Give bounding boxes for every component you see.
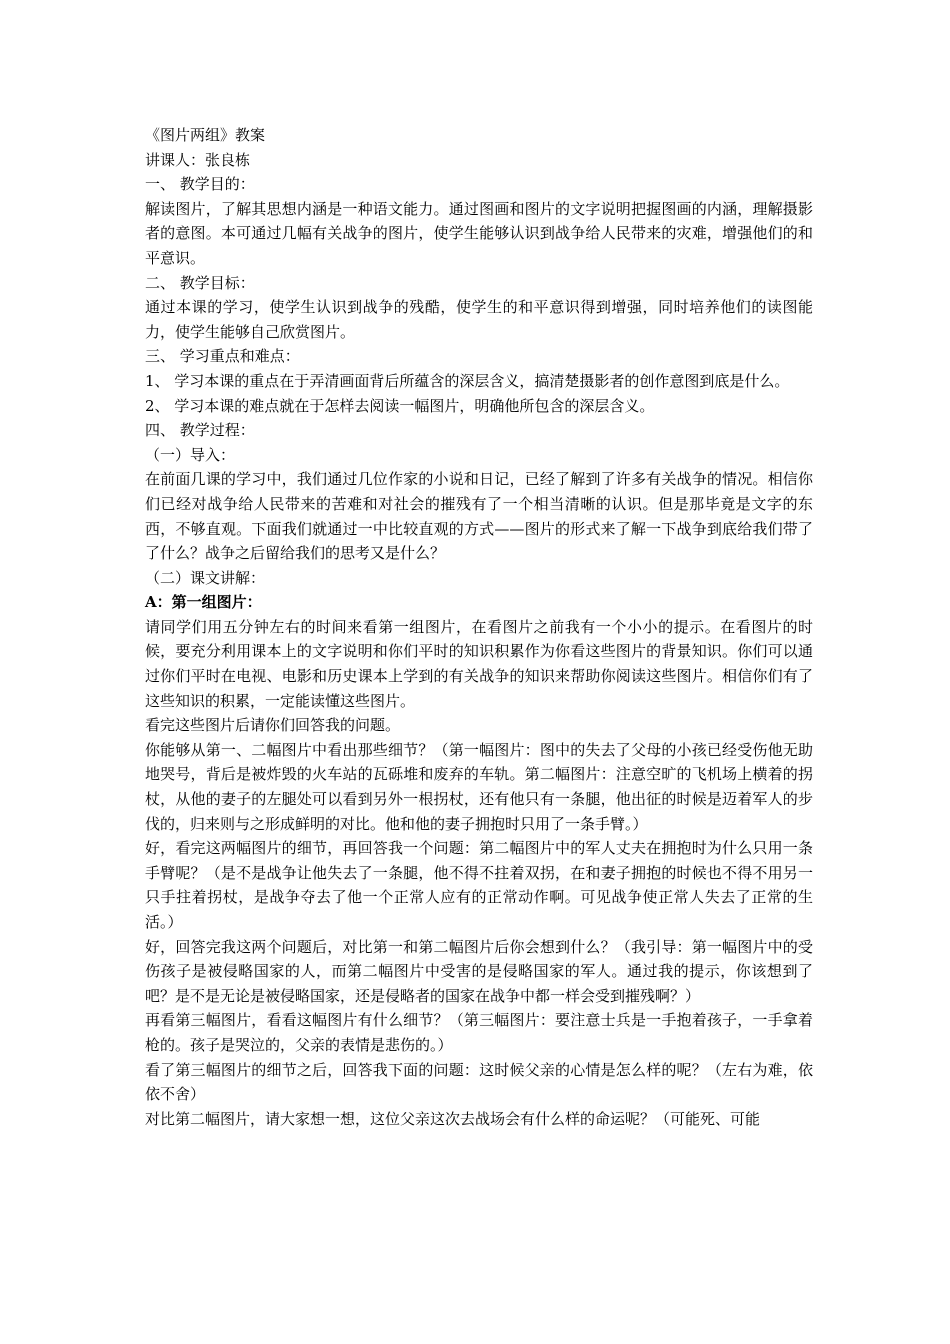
paragraph: 请同学们用五分钟左右的时间来看第一组图片，在看图片之前我有一个小小的提示。在看图片的时候，要充分利用课本上的文字说明和你们平时的知识积累作为你看这些图片的背景知识。你们可以通过你们平时在电视、电影和历史课本上学到的有关战争的知识来帮助你阅读这些图片。相信你们有了这些知识的积累，一定能读懂这些图片。 bbox=[145, 617, 813, 710]
subsection-heading: （二）课文讲解： bbox=[145, 568, 266, 587]
paragraph: 通过本课的学习，使学生认识到战争的残酷，使学生的和平意识得到增强，同时培养他们的读图能力，使学生能够自己欣赏图片。 bbox=[145, 298, 813, 341]
document-title: 《图片两组》教案 bbox=[145, 126, 266, 144]
paragraph: 2、 学习本课的难点就在于怎样去阅读一幅图片，明确他所包含的深层含义。 bbox=[145, 396, 655, 415]
subsection-heading: （一）导入： bbox=[145, 445, 236, 464]
lecturer-line: 讲课人：张良栋 bbox=[145, 150, 251, 169]
section-heading: 四、 教学过程： bbox=[145, 421, 255, 440]
paragraph: 好，回答完我这两个问题后，对比第一和第二幅图片后你会想到什么？（我引导：第一幅图片中的受伤孩子是被侵略国家的人，而第二幅图片中受害的是侵略国家的军人。通过我的提示，你该想到了吧？是不是无论是被侵略国家，还是侵略者的国家在战争中都一样会受到摧残啊？） bbox=[145, 937, 813, 1005]
paragraph: 看了第三幅图片的细节之后，回答我下面的问题：这时候父亲的心情是怎么样的呢？（左右为难，依依不舍） bbox=[145, 1060, 813, 1104]
paragraph: 你能够从第一、二幅图片中看出那些细节？（第一幅图片：图中的失去了父母的小孩已经受伤他无助地哭号，背后是被炸毁的火车站的瓦砾堆和废弃的车轨。第二幅图片：注意空旷的飞机场上横着的拐杖，从他的妻子的左腿处可以看到另外一根拐杖，还有他只有一条腿，他出征的时候是迈着军人的步伐的，归来则与之形成鲜明的对比。他和他的妻子拥抱时只用了一条手臂。） bbox=[145, 740, 813, 833]
section-heading: 三、 学习重点和难点： bbox=[145, 347, 300, 366]
paragraph: 对比第二幅图片，请大家想一想，这位父亲这次去战场会有什么样的命运呢？（可能死、可能 bbox=[145, 1109, 761, 1128]
paragraph: 看完这些图片后请你们回答我的问题。 bbox=[145, 716, 401, 735]
section-heading: 一、 教学目的： bbox=[145, 175, 255, 194]
paragraph: 1、 学习本课的重点在于弄清画面背后所蕴含的深层含义，搞清楚摄影者的创作意图到底是什么。 bbox=[145, 371, 790, 390]
paragraph: 再看第三幅图片，看看这幅图片有什么细节？（第三幅图片：要注意士兵是一手抱着孩子，一手拿着枪的。孩子是哭泣的，父亲的表情是悲伤的。） bbox=[145, 1011, 813, 1054]
section-heading: 二、 教学目标： bbox=[145, 273, 255, 292]
document-body bbox=[145, 123, 813, 1131]
paragraph: 好，看完这两幅图片的细节，再回答我一个问题：第二幅图片中的军人丈夫在拥抱时为什么只用一条手臂呢？（是不是战争让他失去了一条腿，他不得不拄着双拐，在和妻子拥抱的时候也不得不用另一只手拄着拐杖，是战争夺去了他一个正常人应有的正常动作啊。可见战争使正常人失去了正常的生活。） bbox=[145, 839, 813, 931]
paragraph: 解读图片，了解其思想内涵是一种语文能力。通过图画和图片的文字说明把握图画的内涵，理解摄影者的意图。本可通过几幅有关战争的图片，使学生能够认识到战争给人民带来的灾难，增强他们的和平意识。 bbox=[145, 199, 813, 267]
paragraph: 在前面几课的学习中，我们通过几位作家的小说和日记，已经了解到了许多有关战争的情况。相信你们已经对战争给人民带来的苦难和对社会的摧残有了一个相当清晰的认识。但是那毕竟是文字的东西，不够直观。下面我们就通过一中比较直观的方式——图片的形式来了解一下战争到底给我们带了了什么？战争之后留给我们的思考又是什么？ bbox=[145, 470, 813, 563]
group-heading: A：第一组图片： bbox=[145, 593, 262, 612]
